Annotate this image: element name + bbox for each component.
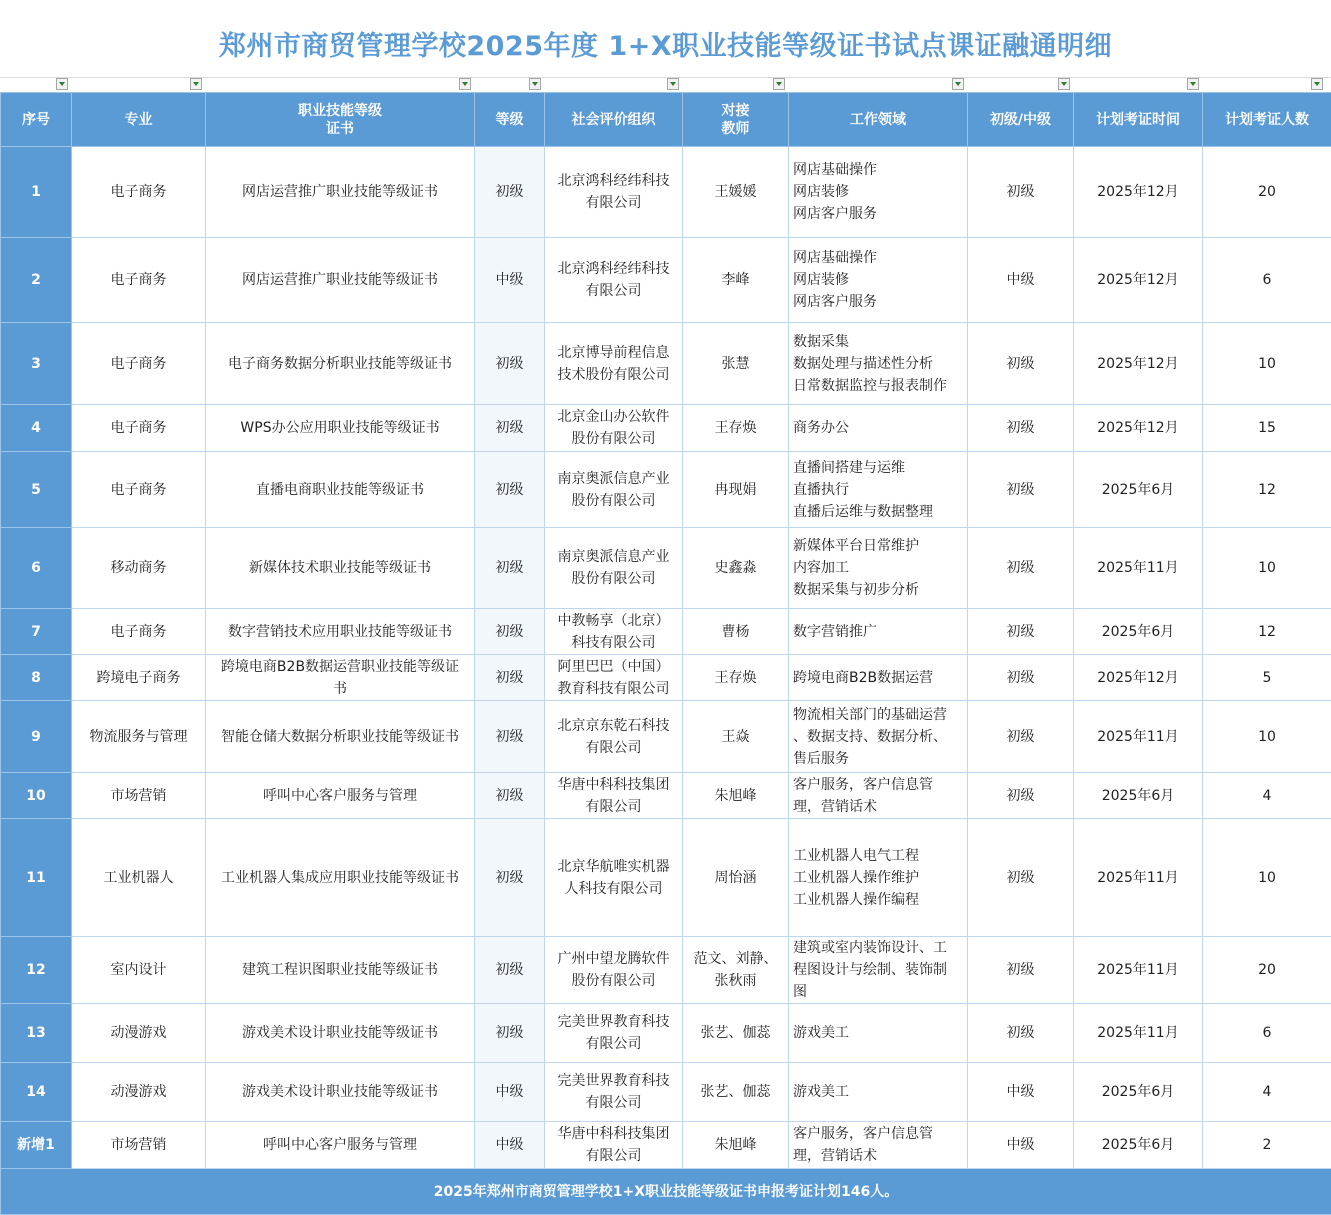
header-exam-time[interactable]: 计划考证时间 bbox=[1074, 93, 1203, 147]
organization-cell[interactable]: 北京金山办公软件 股份有限公司 bbox=[545, 405, 683, 452]
certificate-cell[interactable]: 网店运营推广职业技能等级证书 bbox=[206, 238, 475, 323]
table-row bbox=[1, 819, 1331, 937]
major-cell[interactable]: 电子商务 bbox=[72, 238, 206, 323]
row-index[interactable]: 4 bbox=[1, 405, 72, 452]
exam-count-cell[interactable]: 12 bbox=[1203, 452, 1331, 528]
exam-count-cell[interactable]: 5 bbox=[1203, 655, 1331, 701]
row-index[interactable]: 3 bbox=[1, 323, 72, 405]
exam-time-cell[interactable]: 2025年6月 bbox=[1074, 609, 1203, 655]
organization-cell[interactable]: 完美世界教育科技 有限公司 bbox=[545, 1063, 683, 1122]
work-field-cell[interactable]: 物流相关部门的基础运营 、数据支持、数据分析、 售后服务 bbox=[789, 701, 968, 773]
teacher-cell[interactable]: 朱旭峰 bbox=[683, 773, 789, 819]
major-cell[interactable]: 动漫游戏 bbox=[72, 1004, 206, 1063]
major-cell[interactable]: 动漫游戏 bbox=[72, 1063, 206, 1122]
work-field-cell[interactable]: 客户服务，客户信息管 理，营销话术 bbox=[789, 773, 968, 819]
certificate-cell[interactable]: 呼叫中心客户服务与管理 bbox=[206, 1122, 475, 1169]
row-index[interactable]: 1 bbox=[1, 147, 72, 238]
teacher-cell[interactable]: 王存焕 bbox=[683, 655, 789, 701]
header-grade[interactable]: 初级/中级 bbox=[968, 93, 1074, 147]
organization-cell[interactable]: 南京奥派信息产业 股份有限公司 bbox=[545, 528, 683, 609]
organization-cell[interactable]: 中教畅享（北京） 科技有限公司 bbox=[545, 609, 683, 655]
teacher-cell[interactable]: 张艺、伽蕊 bbox=[683, 1004, 789, 1063]
filter-dropdown-icon[interactable] bbox=[56, 78, 68, 90]
level-cell[interactable]: 初级 bbox=[475, 323, 545, 405]
work-field-cell[interactable]: 游戏美工 bbox=[789, 1004, 968, 1063]
summary-row bbox=[1, 1169, 1331, 1215]
major-cell[interactable]: 跨境电子商务 bbox=[72, 655, 206, 701]
certificate-cell[interactable]: WPS办公应用职业技能等级证书 bbox=[206, 405, 475, 452]
table-row bbox=[1, 1004, 1331, 1063]
work-field-cell[interactable]: 数字营销推广 bbox=[789, 609, 968, 655]
level-cell[interactable]: 中级 bbox=[475, 1063, 545, 1122]
work-field-cell[interactable]: 客户服务，客户信息管 理，营销话术 bbox=[789, 1122, 968, 1169]
table-row bbox=[1, 701, 1331, 773]
organization-cell[interactable]: 完美世界教育科技 有限公司 bbox=[545, 1004, 683, 1063]
work-field-cell[interactable]: 商务办公 bbox=[789, 405, 968, 452]
exam-time-cell[interactable]: 2025年11月 bbox=[1074, 937, 1203, 1004]
exam-count-cell[interactable]: 15 bbox=[1203, 405, 1331, 452]
exam-count-cell[interactable]: 20 bbox=[1203, 147, 1331, 238]
organization-cell[interactable]: 北京京东乾石科技 有限公司 bbox=[545, 701, 683, 773]
sheet-title: 郑州市商贸管理学校2025年度 1+X职业技能等级证书试点课证融通明细 bbox=[0, 0, 1331, 78]
grade-cell[interactable]: 初级 bbox=[968, 147, 1074, 238]
header-level[interactable]: 等级 bbox=[475, 93, 545, 147]
row-index[interactable]: 9 bbox=[1, 701, 72, 773]
header-organization[interactable]: 社会评价组织 bbox=[545, 93, 683, 147]
level-cell[interactable]: 初级 bbox=[475, 528, 545, 609]
level-cell[interactable]: 初级 bbox=[475, 655, 545, 701]
exam-count-cell[interactable]: 10 bbox=[1203, 528, 1331, 609]
certificate-cell[interactable]: 直播电商职业技能等级证书 bbox=[206, 452, 475, 528]
work-field-cell[interactable]: 游戏美工 bbox=[789, 1063, 968, 1122]
teacher-cell[interactable]: 曹杨 bbox=[683, 609, 789, 655]
level-cell[interactable]: 初级 bbox=[475, 405, 545, 452]
certificate-cell[interactable]: 网店运营推广职业技能等级证书 bbox=[206, 147, 475, 238]
organization-cell[interactable]: 南京奥派信息产业 股份有限公司 bbox=[545, 452, 683, 528]
level-cell[interactable]: 初级 bbox=[475, 773, 545, 819]
work-field-cell[interactable]: 网店基础操作 网店装修 网店客户服务 bbox=[789, 238, 968, 323]
exam-count-cell[interactable]: 4 bbox=[1203, 773, 1331, 819]
row-index[interactable]: 7 bbox=[1, 609, 72, 655]
grade-cell[interactable]: 初级 bbox=[968, 323, 1074, 405]
major-cell[interactable]: 工业机器人 bbox=[72, 819, 206, 937]
major-cell[interactable]: 物流服务与管理 bbox=[72, 701, 206, 773]
work-field-cell[interactable]: 新媒体平台日常维护 内容加工 数据采集与初步分析 bbox=[789, 528, 968, 609]
filter-row bbox=[0, 78, 1331, 92]
header-teacher[interactable]: 对接 教师 bbox=[683, 93, 789, 147]
major-cell[interactable]: 室内设计 bbox=[72, 937, 206, 1004]
exam-count-cell[interactable]: 4 bbox=[1203, 1063, 1331, 1122]
exam-time-cell[interactable]: 2025年12月 bbox=[1074, 323, 1203, 405]
certificate-cell[interactable]: 建筑工程识图职业技能等级证书 bbox=[206, 937, 475, 1004]
filter-dropdown-icon[interactable] bbox=[459, 78, 471, 90]
teacher-cell[interactable]: 王焱 bbox=[683, 701, 789, 773]
organization-cell[interactable]: 华唐中科科技集团 有限公司 bbox=[545, 773, 683, 819]
work-field-cell[interactable]: 数据采集 数据处理与描述性分析 日常数据监控与报表制作 bbox=[789, 323, 968, 405]
filter-dropdown-icon[interactable] bbox=[773, 78, 785, 90]
exam-time-cell[interactable]: 2025年6月 bbox=[1074, 1122, 1203, 1169]
filter-dropdown-icon[interactable] bbox=[1187, 78, 1199, 90]
certificate-cell[interactable]: 电子商务数据分析职业技能等级证书 bbox=[206, 323, 475, 405]
work-field-cell[interactable]: 建筑或室内装饰设计、工 程图设计与绘制、装饰制 图 bbox=[789, 937, 968, 1004]
level-cell[interactable]: 初级 bbox=[475, 819, 545, 937]
major-cell[interactable]: 电子商务 bbox=[72, 452, 206, 528]
level-cell[interactable]: 中级 bbox=[475, 1122, 545, 1169]
teacher-cell[interactable]: 李峰 bbox=[683, 238, 789, 323]
row-index[interactable]: 8 bbox=[1, 655, 72, 701]
level-cell[interactable]: 初级 bbox=[475, 452, 545, 528]
teacher-cell[interactable]: 冉现娟 bbox=[683, 452, 789, 528]
filter-dropdown-icon[interactable] bbox=[190, 78, 202, 90]
grade-cell[interactable]: 中级 bbox=[968, 238, 1074, 323]
row-index[interactable]: 12 bbox=[1, 937, 72, 1004]
header-certificate[interactable]: 职业技能等级 证书 bbox=[206, 93, 475, 147]
exam-time-cell[interactable]: 2025年11月 bbox=[1074, 1004, 1203, 1063]
teacher-cell[interactable]: 张艺、伽蕊 bbox=[683, 1063, 789, 1122]
table-row bbox=[1, 405, 1331, 452]
level-cell[interactable]: 初级 bbox=[475, 701, 545, 773]
exam-time-cell[interactable]: 2025年11月 bbox=[1074, 819, 1203, 937]
exam-count-cell[interactable]: 20 bbox=[1203, 937, 1331, 1004]
exam-time-cell[interactable]: 2025年12月 bbox=[1074, 238, 1203, 323]
header-index[interactable]: 序号 bbox=[1, 93, 72, 147]
grade-cell[interactable]: 初级 bbox=[968, 452, 1074, 528]
filter-dropdown-icon[interactable] bbox=[1311, 78, 1323, 90]
major-cell[interactable]: 电子商务 bbox=[72, 323, 206, 405]
teacher-cell[interactable]: 王媛媛 bbox=[683, 147, 789, 238]
grade-cell[interactable]: 初级 bbox=[968, 819, 1074, 937]
table-row bbox=[1, 452, 1331, 528]
grade-cell[interactable]: 中级 bbox=[968, 1122, 1074, 1169]
exam-count-cell[interactable]: 10 bbox=[1203, 819, 1331, 937]
row-index[interactable]: 10 bbox=[1, 773, 72, 819]
major-cell[interactable]: 市场营销 bbox=[72, 1122, 206, 1169]
major-cell[interactable]: 电子商务 bbox=[72, 405, 206, 452]
level-cell[interactable]: 初级 bbox=[475, 1004, 545, 1063]
level-cell[interactable]: 中级 bbox=[475, 238, 545, 323]
grade-cell[interactable]: 初级 bbox=[968, 405, 1074, 452]
organization-cell[interactable]: 广州中望龙腾软件 股份有限公司 bbox=[545, 937, 683, 1004]
teacher-cell[interactable]: 范文、刘静、 张秋雨 bbox=[683, 937, 789, 1004]
certificate-cell[interactable]: 工业机器人集成应用职业技能等级证书 bbox=[206, 819, 475, 937]
work-field-cell[interactable]: 工业机器人电气工程 工业机器人操作维护 工业机器人操作编程 bbox=[789, 819, 968, 937]
teacher-cell[interactable]: 张慧 bbox=[683, 323, 789, 405]
organization-cell[interactable]: 北京华航唯实机器 人科技有限公司 bbox=[545, 819, 683, 937]
grade-cell[interactable]: 初级 bbox=[968, 655, 1074, 701]
row-index[interactable]: 新增1 bbox=[1, 1122, 72, 1169]
header-exam-count[interactable]: 计划考证人数 bbox=[1203, 93, 1331, 147]
table-row bbox=[1, 937, 1331, 1004]
header-major[interactable]: 专业 bbox=[72, 93, 206, 147]
level-cell[interactable]: 初级 bbox=[475, 147, 545, 238]
row-index[interactable]: 5 bbox=[1, 452, 72, 528]
exam-time-cell[interactable]: 2025年6月 bbox=[1074, 773, 1203, 819]
data-table bbox=[0, 92, 1331, 1215]
organization-cell[interactable]: 北京博导前程信息 技术股份有限公司 bbox=[545, 323, 683, 405]
grade-cell[interactable]: 初级 bbox=[968, 1004, 1074, 1063]
row-index[interactable]: 11 bbox=[1, 819, 72, 937]
exam-time-cell[interactable]: 2025年12月 bbox=[1074, 655, 1203, 701]
header-work-field[interactable]: 工作领域 bbox=[789, 93, 968, 147]
certificate-cell[interactable]: 呼叫中心客户服务与管理 bbox=[206, 773, 475, 819]
organization-cell[interactable]: 阿里巴巴（中国） 教育科技有限公司 bbox=[545, 655, 683, 701]
level-cell[interactable]: 初级 bbox=[475, 609, 545, 655]
certificate-cell[interactable]: 数字营销技术应用职业技能等级证书 bbox=[206, 609, 475, 655]
exam-time-cell[interactable]: 2025年12月 bbox=[1074, 147, 1203, 238]
teacher-cell[interactable]: 史鑫淼 bbox=[683, 528, 789, 609]
table-row bbox=[1, 528, 1331, 609]
grade-cell[interactable]: 初级 bbox=[968, 937, 1074, 1004]
table-row bbox=[1, 323, 1331, 405]
row-index[interactable]: 6 bbox=[1, 528, 72, 609]
major-cell[interactable]: 市场营销 bbox=[72, 773, 206, 819]
exam-count-cell[interactable]: 6 bbox=[1203, 1004, 1331, 1063]
certificate-cell[interactable]: 游戏美术设计职业技能等级证书 bbox=[206, 1004, 475, 1063]
table-row bbox=[1, 655, 1331, 701]
summary-text[interactable]: 2025年郑州市商贸管理学校1+X职业技能等级证书申报考证计划146人。 bbox=[1, 1169, 1331, 1215]
row-index[interactable]: 14 bbox=[1, 1063, 72, 1122]
exam-count-cell[interactable]: 6 bbox=[1203, 238, 1331, 323]
grade-cell[interactable]: 中级 bbox=[968, 1063, 1074, 1122]
certificate-cell[interactable]: 智能仓储大数据分析职业技能等级证书 bbox=[206, 701, 475, 773]
grade-cell[interactable]: 初级 bbox=[968, 773, 1074, 819]
certificate-cell[interactable]: 游戏美术设计职业技能等级证书 bbox=[206, 1063, 475, 1122]
exam-count-cell[interactable]: 10 bbox=[1203, 323, 1331, 405]
major-cell[interactable]: 电子商务 bbox=[72, 147, 206, 238]
work-field-cell[interactable]: 直播间搭建与运维 直播执行 直播后运维与数据整理 bbox=[789, 452, 968, 528]
exam-count-cell[interactable]: 10 bbox=[1203, 701, 1331, 773]
certificate-cell[interactable]: 新媒体技术职业技能等级证书 bbox=[206, 528, 475, 609]
exam-time-cell[interactable]: 2025年6月 bbox=[1074, 452, 1203, 528]
exam-time-cell[interactable]: 2025年11月 bbox=[1074, 528, 1203, 609]
major-cell[interactable]: 移动商务 bbox=[72, 528, 206, 609]
work-field-cell[interactable]: 跨境电商B2B数据运营 bbox=[789, 655, 968, 701]
certificate-cell[interactable]: 跨境电商B2B数据运营职业技能等级证 书 bbox=[206, 655, 475, 701]
exam-time-cell[interactable]: 2025年12月 bbox=[1074, 405, 1203, 452]
teacher-cell[interactable]: 朱旭峰 bbox=[683, 1122, 789, 1169]
organization-cell[interactable]: 北京鸿科经纬科技 有限公司 bbox=[545, 238, 683, 323]
work-field-cell[interactable]: 网店基础操作 网店装修 网店客户服务 bbox=[789, 147, 968, 238]
table-row bbox=[1, 1122, 1331, 1169]
filter-dropdown-icon[interactable] bbox=[1058, 78, 1070, 90]
table-row bbox=[1, 1063, 1331, 1122]
grade-cell[interactable]: 初级 bbox=[968, 528, 1074, 609]
row-index[interactable]: 13 bbox=[1, 1004, 72, 1063]
table-row bbox=[1, 609, 1331, 655]
exam-count-cell[interactable]: 2 bbox=[1203, 1122, 1331, 1169]
filter-dropdown-icon[interactable] bbox=[952, 78, 964, 90]
header-row bbox=[1, 93, 1331, 147]
teacher-cell[interactable]: 王存焕 bbox=[683, 405, 789, 452]
filter-dropdown-icon[interactable] bbox=[529, 78, 541, 90]
row-index[interactable]: 2 bbox=[1, 238, 72, 323]
filter-dropdown-icon[interactable] bbox=[667, 78, 679, 90]
level-cell[interactable]: 初级 bbox=[475, 937, 545, 1004]
table-row bbox=[1, 238, 1331, 323]
table-row bbox=[1, 773, 1331, 819]
exam-time-cell[interactable]: 2025年11月 bbox=[1074, 701, 1203, 773]
teacher-cell[interactable]: 周怡涵 bbox=[683, 819, 789, 937]
table-row bbox=[1, 147, 1331, 238]
major-cell[interactable]: 电子商务 bbox=[72, 609, 206, 655]
organization-cell[interactable]: 北京鸿科经纬科技 有限公司 bbox=[545, 147, 683, 238]
grade-cell[interactable]: 初级 bbox=[968, 609, 1074, 655]
exam-count-cell[interactable]: 12 bbox=[1203, 609, 1331, 655]
exam-time-cell[interactable]: 2025年6月 bbox=[1074, 1063, 1203, 1122]
grade-cell[interactable]: 初级 bbox=[968, 701, 1074, 773]
organization-cell[interactable]: 华唐中科科技集团 有限公司 bbox=[545, 1122, 683, 1169]
